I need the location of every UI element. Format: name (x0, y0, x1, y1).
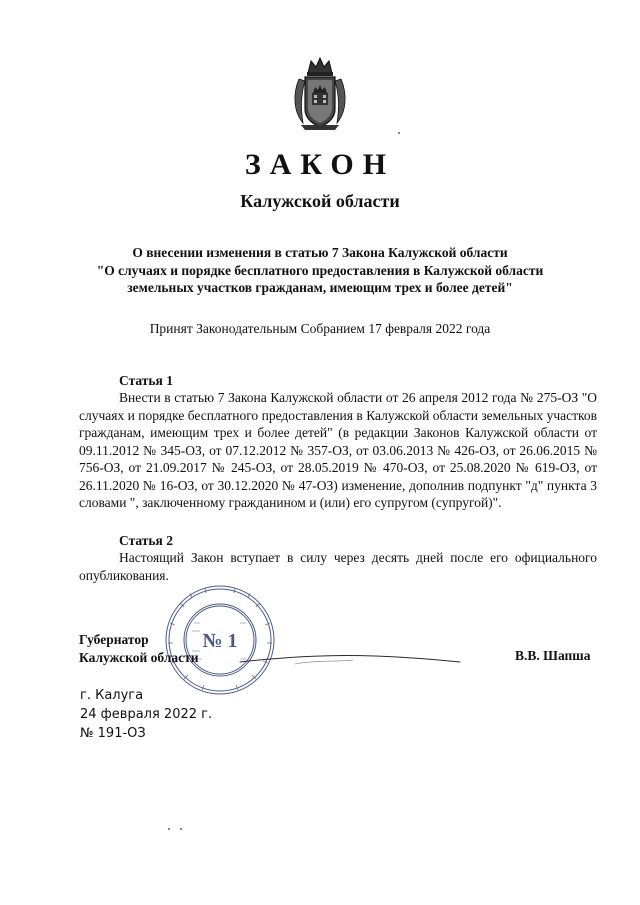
scan-speck (398, 132, 400, 134)
subject-line: земельных участков гражданам, имеющим трех и более детей" (127, 280, 513, 295)
article-1-heading: Статья 1 (119, 373, 173, 388)
law-number: № 191-ОЗ (80, 726, 146, 741)
scan-speck (180, 828, 182, 830)
stamp-number: № 1 (202, 630, 238, 652)
kaluga-coat-of-arms-icon (291, 55, 349, 131)
subject-line: "О случаях и порядке бесплатного предоставления в Калужской области (96, 262, 544, 278)
governor-title (79, 631, 199, 666)
governor-title-line: Калужской области (79, 649, 199, 665)
law-subject (60, 244, 580, 297)
region-subtitle: Калужской области (240, 191, 400, 211)
governor-name: В.В. Шапша (515, 648, 591, 663)
article-1-text: Внести в статью 7 Закона Калужской области от 26 апреля 2012 года № 275-ОЗ "О случаях и порядке бесплатного предоставления в Калужской области земельных участков гражданам, имеющим трех и более детей" (в редакции Законов Калужской области от 09.11.2012 № 345-ОЗ, от 07.12.2012 № 357-ОЗ, от 03.06.2013 № 426-ОЗ, от 26.06.2015 № 756-ОЗ, от 21.09.2017 № 245-ОЗ, от 28.05.2019 № 470-ОЗ, от 25.08.2020 № 619-ОЗ, от 26.11.2020 № 16-ОЗ, от 30.12.2020 № 47-ОЗ) изменение, дополнив подпункт "д" пункта 3 словами ", заключенному гражданином и (или) его супругом (супругой)". (79, 390, 597, 510)
scan-speck (168, 828, 170, 830)
handwritten-signature-icon (235, 640, 465, 680)
subject-line: О внесении изменения в статью 7 Закона Калужской области (132, 245, 508, 260)
article-2-heading: Статья 2 (119, 533, 173, 548)
governor-title-line: Губернатор (79, 632, 149, 647)
adoption-note: Принят Законодательным Собранием 17 февраля 2022 года (149, 321, 491, 336)
document-title: ЗАКОН (244, 148, 396, 181)
article-2-text: Настоящий Закон вступает в силу через десять дней после его официального опубликования. (79, 550, 597, 583)
document-footer (80, 686, 212, 743)
place-of-signing: г. Калуга (80, 688, 144, 703)
signing-date: 24 февраля 2022 г. (80, 707, 213, 722)
